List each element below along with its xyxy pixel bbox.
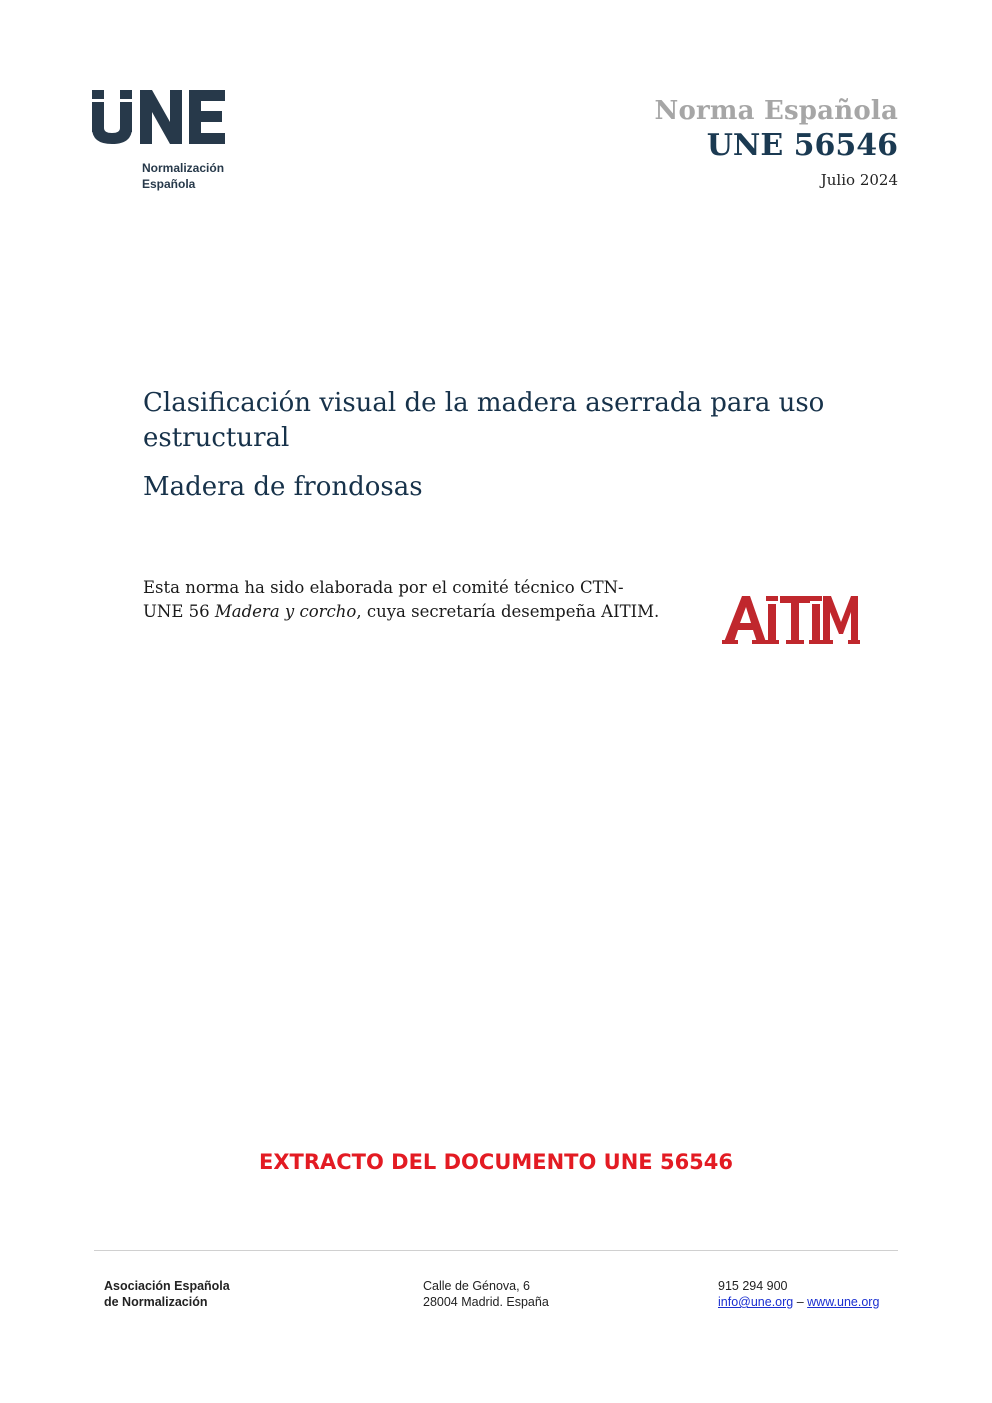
- aitim-logo-icon: [722, 590, 860, 646]
- une-logo: [92, 88, 242, 198]
- footer-address-line1: Calle de Génova, 6: [423, 1279, 531, 1293]
- footer-contact: [718, 1278, 879, 1310]
- footer-address: [423, 1278, 549, 1310]
- footer-org-line1: Asociación Española: [104, 1279, 230, 1293]
- footer-email-link[interactable]: info@une.org: [718, 1295, 794, 1309]
- footer-address-line2: 28004 Madrid. España: [423, 1295, 549, 1309]
- footer-organization: [104, 1278, 230, 1310]
- une-logo-subtitle: [142, 160, 224, 192]
- footer-separator: –: [793, 1295, 808, 1309]
- standard-header: [655, 96, 898, 189]
- standard-date: Julio 2024: [820, 171, 898, 189]
- une-logo-subtitle-line1: Normalización: [142, 161, 225, 175]
- une-logo-subtitle-line2: Española: [142, 177, 196, 191]
- standard-kind: Norma Española: [654, 96, 898, 126]
- footer-website-link[interactable]: www.une.org: [807, 1295, 880, 1309]
- committee-name: Madera y corcho: [214, 602, 357, 621]
- footer-phone: 915 294 900: [718, 1279, 788, 1293]
- footer-org-line2: de Normalización: [104, 1295, 208, 1309]
- standard-code: UNE 56546: [706, 128, 898, 163]
- document-title: Clasificación visual de la madera aserrada para uso estructural: [143, 388, 825, 453]
- committee-statement: [143, 576, 663, 624]
- footer-links: [718, 1294, 879, 1310]
- committee-text-after: , cuya secretaría desempeña AITIM.: [356, 602, 660, 621]
- une-logo-icon: [92, 88, 232, 148]
- document-subtitle: Madera de frondosas: [143, 472, 423, 502]
- extract-notice: EXTRACTO DEL DOCUMENTO UNE 56546: [258, 1150, 734, 1174]
- footer-divider: [94, 1250, 898, 1251]
- committee-text-before: Esta norma ha sido elaborada por el comité técnico CTN-UNE 56: [143, 578, 624, 621]
